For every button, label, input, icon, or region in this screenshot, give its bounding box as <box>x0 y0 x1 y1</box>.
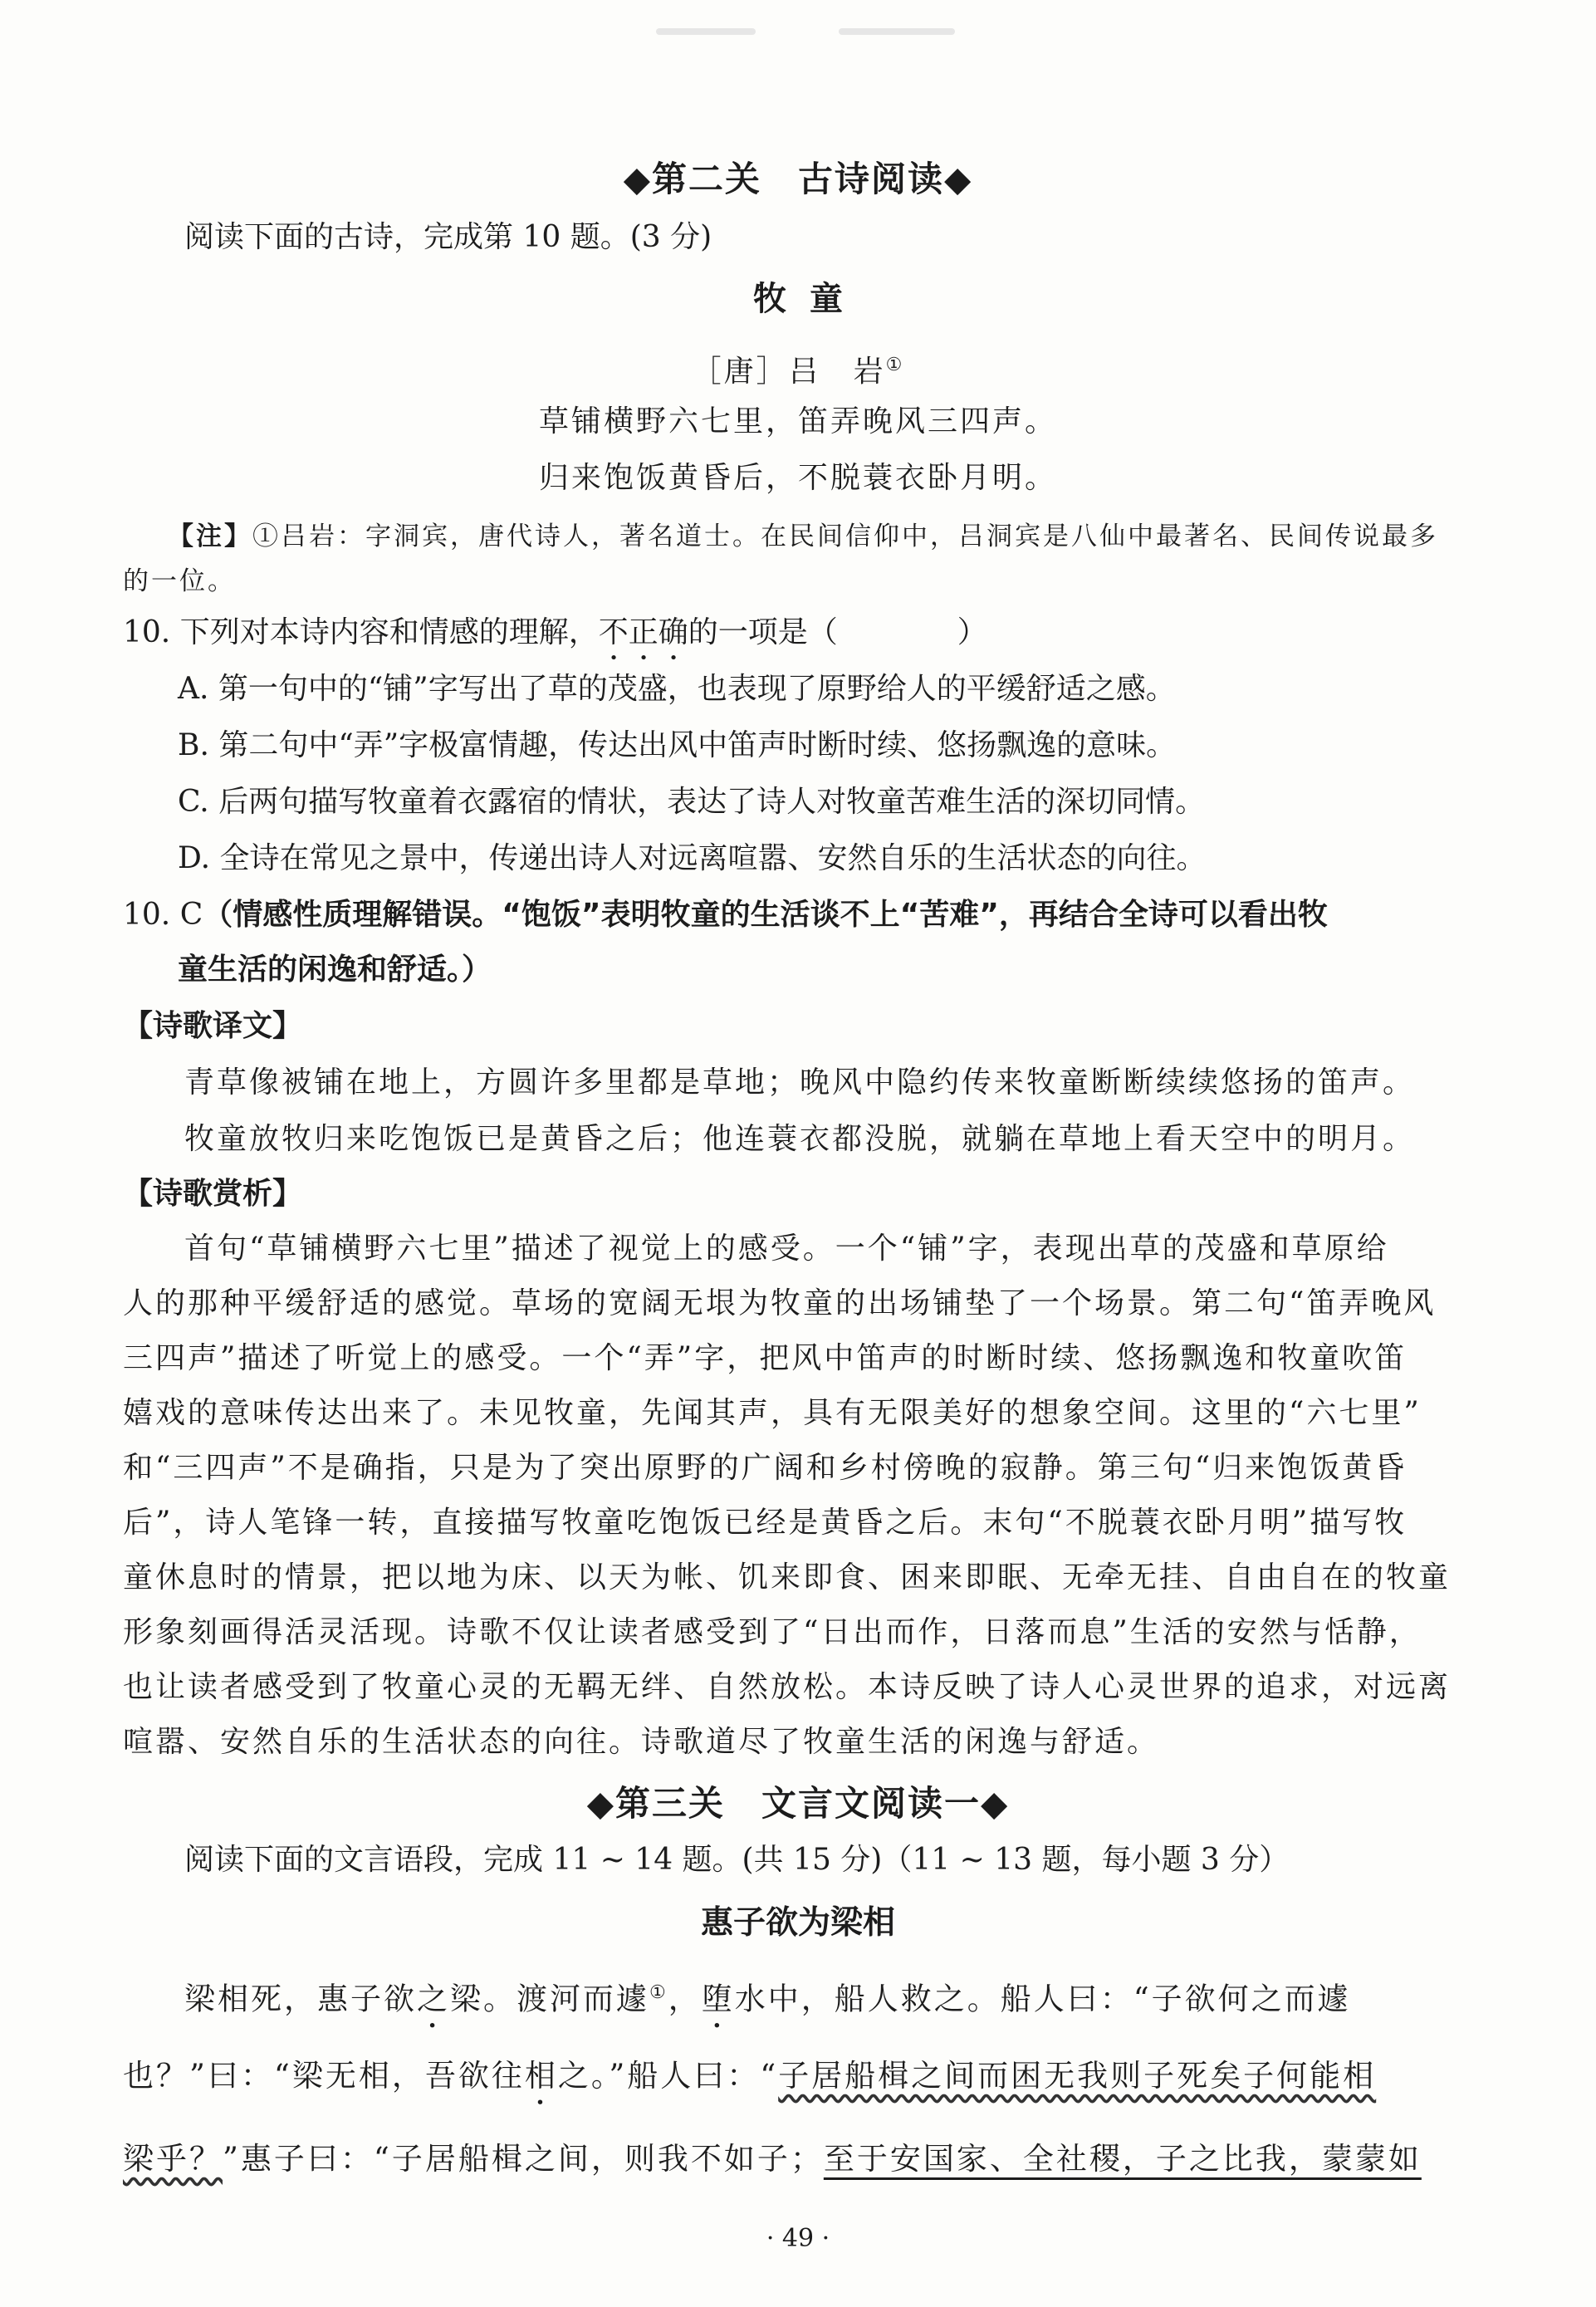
appreciation-line: 后”，诗人笔锋一转，直接描写牧童吃饱饭已经是黄昏之后。末句“不脱蓑衣卧月明”描写牧 <box>123 1506 1408 1540</box>
note-label: 【注】 <box>168 522 252 551</box>
passage-text: 之。”船人曰：“ <box>557 2058 779 2094</box>
footnote-mark: ① <box>649 1982 668 2003</box>
appreciation-label: 【诗歌赏析】 <box>123 1177 303 1211</box>
appreciation-line: 嬉戏的意味传达出来了。未见牧童，先闻其声，具有无限美好的想象空间。这里的“六七里” <box>123 1396 1422 1430</box>
section-instruction: 阅读下面的文言语段，完成 11 ~ 14 题。(共 15 分)（11 ~ 13 题，每小题 3 分） <box>184 1843 1290 1877</box>
passage-text: 梁。渡河而遽 <box>450 1981 649 2017</box>
note-text: ①吕岩：字洞宾，唐代诗人，著名道士。在民间信仰中，吕洞宾是八仙中最著名、民间传说最多 <box>252 522 1438 551</box>
answer-number: 10. C <box>123 898 203 932</box>
question-stem <box>123 613 987 667</box>
answer <box>123 895 1328 935</box>
emphasized-word: 相 <box>524 2058 558 2094</box>
poem-line: 归来饱饭黄昏后，不脱蓑衣卧月明。 <box>538 461 1057 495</box>
translation-label: 【诗歌译文】 <box>123 1009 303 1043</box>
passage-title: 惠子欲为梁相 <box>700 1904 895 1942</box>
section-title: ◆第三关 文言文阅读一◆ <box>586 1783 1010 1824</box>
passage-text: 水中，船人救之。船人曰：“子欲何之而遽 <box>734 1981 1351 2017</box>
appreciation-line: 也让读者感受到了牧童心灵的无羁无绊、自然放松。本诗反映了诗人心灵世界的追求，对远离 <box>123 1670 1452 1704</box>
translation-paragraph: 青草像被铺在地上，方圆许多里都是草地；晚风中隐约传来牧童断断续续悠扬的笛声。 <box>184 1065 1416 1100</box>
question-stem-text: 10. 下列对本诗内容和情感的理解， <box>123 615 599 649</box>
question-stem-end: 的一项是（ ） <box>688 615 987 649</box>
poem-line: 草铺横野六七里，笛弄晚风三四声。 <box>538 404 1057 438</box>
option-c: C. 后两句描写牧童着衣露宿的情状，表达了诗人对牧童苦难生活的深切同情。 <box>178 785 1206 819</box>
note <box>168 517 1438 556</box>
emphasized-word: 堕 <box>701 1981 735 2017</box>
passage-text: 也？”曰：“梁无相，吾欲往 <box>123 2058 525 2094</box>
appreciation-line: 首句“草铺横野六七里”描述了视觉上的感受。一个“铺”字，表现出草的茂盛和草原给 <box>184 1232 1389 1266</box>
wavy-underlined-text: 子居船楫之间而困无我则子死矣子何能相 <box>778 2058 1377 2094</box>
passage-text: 梁相死，惠子欲 <box>184 1981 417 2017</box>
appreciation-line: 形象刻画得活灵活现。诗歌不仅让读者感受到了“日出而作，日落而息”生活的安然与恬静， <box>123 1615 1422 1649</box>
poem-author-text: ［唐］吕 岩 <box>691 355 886 389</box>
poem-author <box>0 345 1596 392</box>
underlined-text: 至于安国家、全社稷，子之比我，蒙蒙如 <box>823 2141 1422 2177</box>
note-continuation: 的一位。 <box>123 566 236 596</box>
top-scan-mark <box>839 28 955 35</box>
appreciation-line: 人的那种平缓舒适的感觉。草场的宽阔无垠为牧童的出场铺垫了一个场景。第二句“笛弄晚风 <box>123 1286 1437 1320</box>
translation-paragraph: 牧童放牧归来吃饱饭已是黄昏之后；他连蓑衣都没脱，就躺在草地上看天空中的明月。 <box>184 1122 1416 1156</box>
appreciation-line: 喧嚣、安然自乐的生活状态的向往。诗歌道尽了牧童生活的闲逸与舒适。 <box>123 1725 1160 1759</box>
footnote-mark: ① <box>885 355 905 375</box>
appreciation-line: 三四声”描述了听觉上的感受。一个“弄”字，把风中笛声的时断时续、悠扬飘逸和牧童吹笛 <box>123 1341 1408 1375</box>
emphasized-text: 不正确 <box>598 615 688 649</box>
emphasized-word: 之 <box>417 1981 450 2017</box>
option-a: A. 第一句中的“铺”字写出了草的茂盛，也表现了原野给人的平缓舒适之感。 <box>178 672 1176 706</box>
poem-title: 牧童 <box>753 280 866 318</box>
appreciation-line: 和“三四声”不是确指，只是为了突出原野的广阔和乡村傍晚的寂静。第三句“归来饱饭黄昏 <box>123 1451 1408 1485</box>
answer-explanation-continued: 童生活的闲逸和舒适。） <box>178 953 492 987</box>
passage-text: ”惠子曰：“子居船楫之间，则我不如子； <box>223 2141 824 2177</box>
option-b: B. 第二句中“弄”字极富情趣，传达出风中笛声时断时续、悠扬飘逸的意味。 <box>178 728 1177 762</box>
passage-line <box>123 2139 1422 2179</box>
appreciation-line: 童休息时的情景，把以地为床、以天为帐、饥来即食、困来即眠、无牵无挂、自由自在的牧童 <box>123 1560 1452 1594</box>
passage-line <box>123 2056 1376 2112</box>
passage-line <box>184 1973 1351 2035</box>
top-scan-mark <box>656 28 756 35</box>
section-instruction: 阅读下面的古诗，完成第 10 题。(3 分) <box>184 220 712 254</box>
answer-explanation: （情感性质理解错误。“饱饭”表明牧童的生活谈不上“苦难”，再结合全诗可以看出牧 <box>203 898 1328 932</box>
passage-text: ， <box>668 1981 702 2017</box>
section-title: ◆第二关 古诗阅读◆ <box>623 159 973 199</box>
wavy-underlined-text: 梁乎？ <box>123 2141 223 2177</box>
page-number: · 49 · <box>766 2224 830 2253</box>
option-d: D. 全诗在常见之景中，传递出诗人对远离喧嚣、安然自乐的生活状态的向往。 <box>178 841 1207 875</box>
